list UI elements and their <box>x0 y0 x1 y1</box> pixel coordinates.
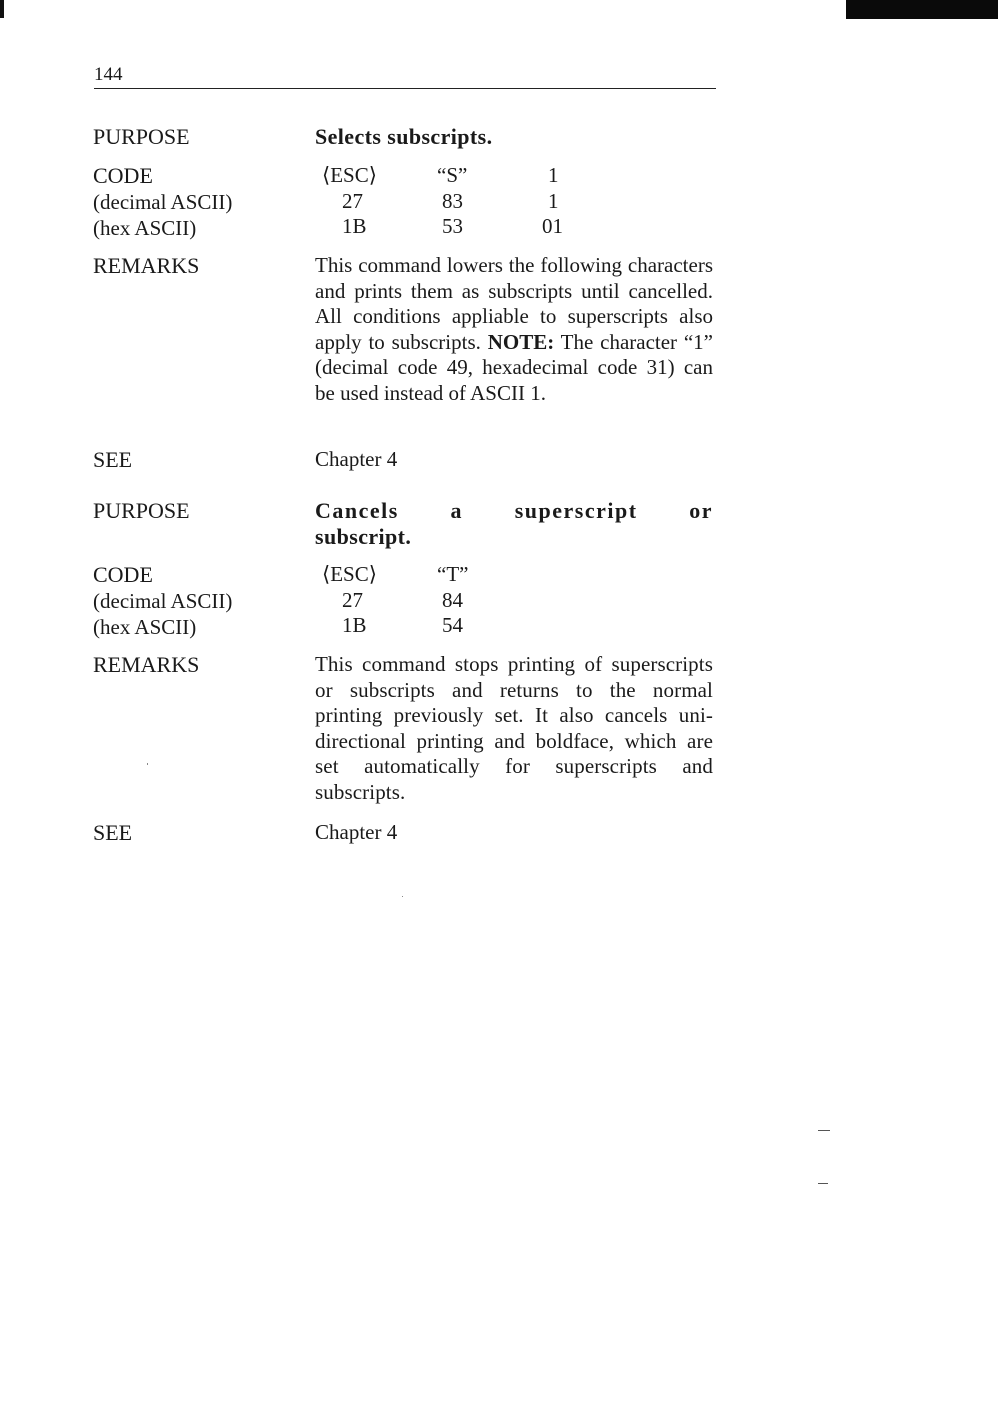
code-cell: ⟨ESC⟩ <box>322 562 377 586</box>
see-reference: Chapter 4 <box>315 820 398 844</box>
remarks-text: This command stops printing of superscripts or subscripts and returns to the normal printing previously set. It also cancels uni-directional printing and boldface, which are set automatically for superscripts and subscripts. <box>315 652 713 804</box>
code-cell: 01 <box>542 214 563 239</box>
remarks-label: REMARKS <box>93 253 200 278</box>
code-cell: ⟨ESC⟩ <box>322 163 377 187</box>
purpose-word: or <box>689 498 713 523</box>
hex-ascii-label: (hex ASCII) <box>93 615 197 639</box>
purpose-word: superscript <box>514 498 638 523</box>
scan-edge-mark-right <box>846 0 998 19</box>
see-label: SEE <box>93 820 133 845</box>
scan-speck <box>402 896 403 897</box>
code-cell: 27 <box>342 188 363 213</box>
code-cell: 53 <box>442 214 463 239</box>
remarks-text <box>315 253 713 407</box>
scan-speck <box>818 1130 830 1131</box>
purpose-word: Cancels <box>315 498 399 523</box>
see-label: SEE <box>93 447 133 472</box>
code-cell: “S” <box>437 163 468 187</box>
code-cell: 1B <box>342 613 367 638</box>
purpose-line-1 <box>315 498 713 524</box>
hex-ascii-label: (hex ASCII) <box>93 216 197 240</box>
see-reference: Chapter 4 <box>315 447 398 471</box>
scan-speck <box>818 1183 828 1184</box>
note-label: NOTE: <box>487 329 555 354</box>
remarks-label: REMARKS <box>93 652 200 677</box>
code-label: CODE <box>93 163 153 188</box>
code-cell: 1 <box>548 188 559 213</box>
page-number: 144 <box>94 64 123 85</box>
code-cell: “T” <box>437 562 469 586</box>
note-text: The character “1” (decimal code 49, hexadecimal code 31) can be used instead of ASCII 1. <box>315 329 714 405</box>
purpose-label: PURPOSE <box>93 498 190 523</box>
purpose-text <box>315 498 713 549</box>
code-cell: 1B <box>342 214 367 239</box>
code-cell: 27 <box>342 587 363 612</box>
scan-speck <box>147 763 148 765</box>
code-cell: 83 <box>442 188 463 213</box>
code-label: CODE <box>93 562 153 587</box>
code-cell: 1 <box>548 163 559 187</box>
decimal-ascii-label: (decimal ASCII) <box>93 589 233 613</box>
purpose-line-2: subscript. <box>315 523 412 549</box>
purpose-label: PURPOSE <box>93 124 190 149</box>
scan-edge-mark-left <box>0 0 4 18</box>
remarks-body: This command lowers the following characters and prints them as subscripts until cancelled. All conditions appliable to superscripts also apply to subscripts. <box>315 253 713 354</box>
decimal-ascii-label: (decimal ASCII) <box>93 190 233 214</box>
code-cell: 54 <box>442 613 463 638</box>
header-rule <box>94 88 716 89</box>
purpose-word: a <box>450 498 464 523</box>
purpose-text: Selects subscripts. <box>315 124 493 149</box>
code-cell: 84 <box>442 587 463 612</box>
